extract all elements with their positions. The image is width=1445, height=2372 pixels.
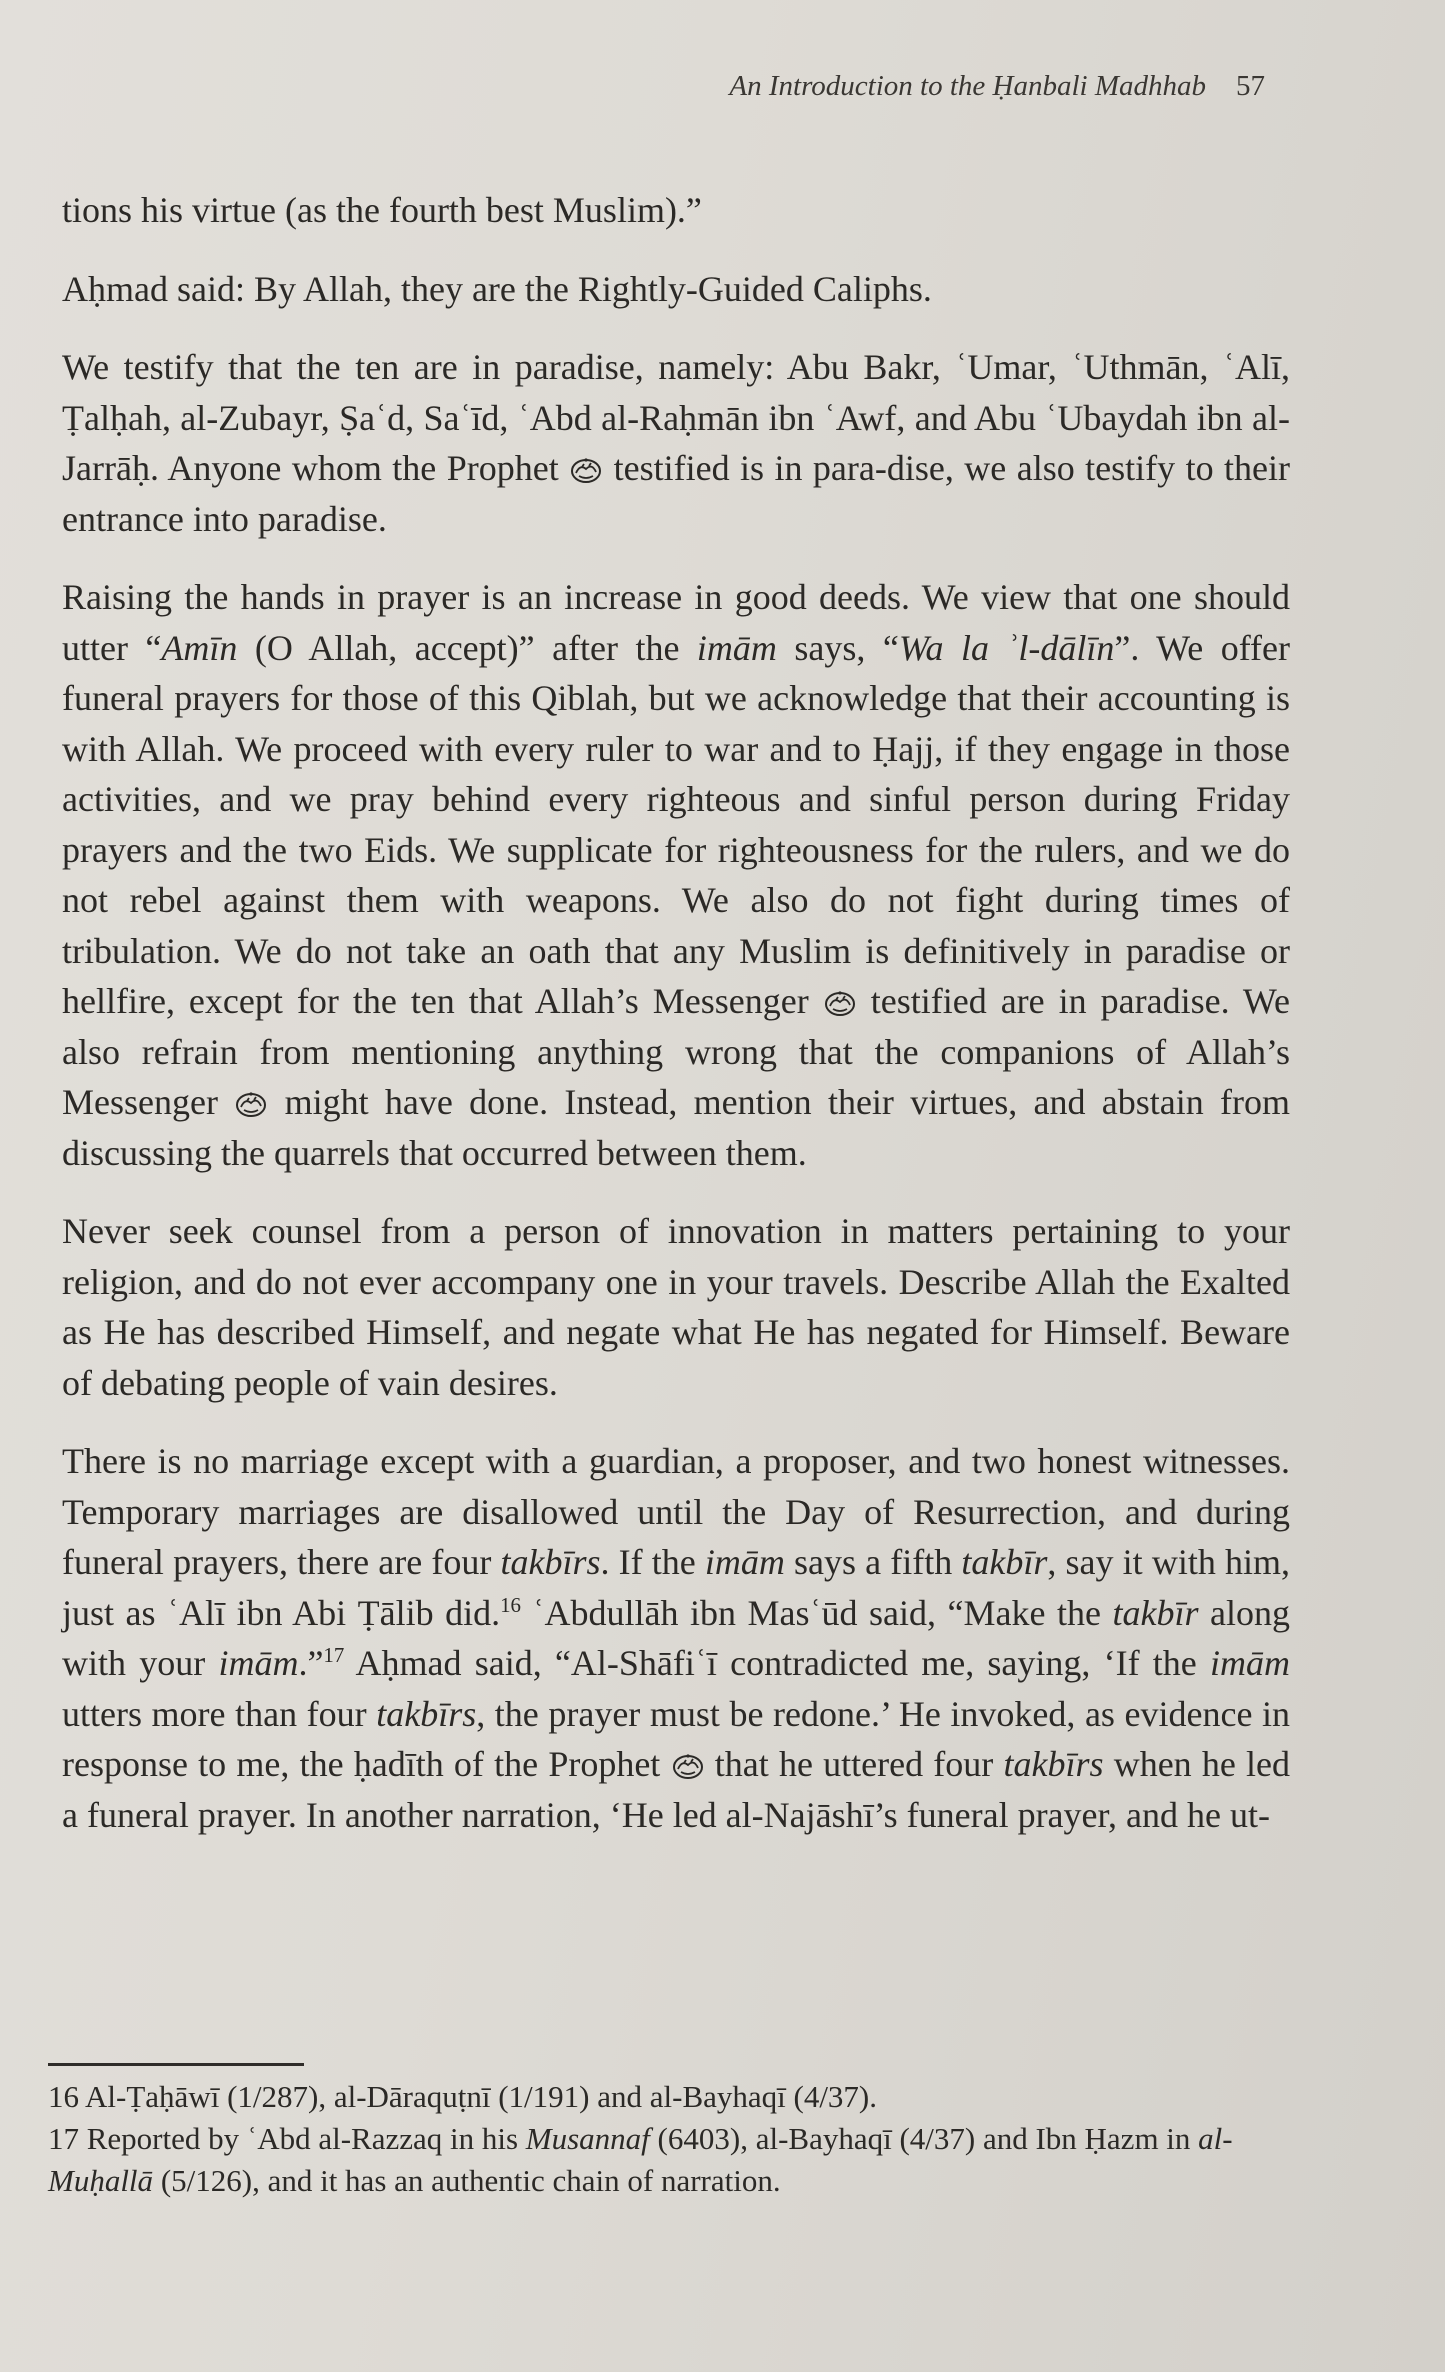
salawat-calligraphy-icon — [234, 1089, 268, 1119]
paragraph-4-text-5: testified are in paradise. We also refrain from mentioning anything wrong that the companions of Allah’s Messenger — [62, 981, 1290, 1122]
paragraph-6-text-7: .” — [298, 1643, 324, 1683]
footnote-ref-17[interactable]: 17 — [323, 1643, 345, 1667]
paragraph-6-text-2: . If the — [600, 1542, 705, 1582]
salawat-calligraphy-icon — [823, 988, 857, 1018]
paragraph-6-text-6: along with your — [62, 1592, 1291, 1683]
paragraph-6-text-5: ʿAbdullāh ibn Masʿūd said, “Make the — [520, 1592, 1113, 1633]
paragraph-5 — [62, 1206, 1290, 1408]
term-takbir: takbīr — [1112, 1592, 1199, 1633]
term-imam: imām — [704, 1542, 785, 1582]
paragraph-6-text-4: , say it with him, just as ʿAlī ibn Abi Ṭālib did. — [62, 1542, 1290, 1633]
term-takbirs: takbīrs — [376, 1693, 477, 1734]
paragraph-6-text-1: There is no marriage except with a guardian, a proposer, and two honest witnesses. Temporary marriages are disallowed until the Day of Resurrection, and during funeral prayers, there are four — [62, 1441, 1290, 1582]
paragraph-3-text-b: testified is in para-dise, we also testify to their entrance into paradise. — [62, 448, 1291, 539]
book-title: An Introduction to the Ḥanbali Madhhab — [729, 70, 1206, 102]
salawat-calligraphy-icon — [671, 1751, 705, 1781]
term-takbirs: takbīrs — [1003, 1744, 1104, 1784]
book-title-muhalla: al-Muḥallā — [48, 2121, 1233, 2198]
page-number: 57 — [1236, 70, 1265, 102]
paragraph-4-text-2: (O Allah, accept)” after the — [237, 627, 697, 668]
term-takbirs: takbīrs — [500, 1542, 601, 1582]
book-title-musannaf: Musannaf — [525, 2121, 650, 2156]
paragraph-2 — [62, 264, 1290, 315]
term-imam: imām — [696, 627, 777, 668]
paragraph-6-text-8: Aḥmad said, “Al-Shāfiʿī contradicted me, saying, ‘If the — [344, 1643, 1210, 1683]
term-amin: Amīn — [161, 627, 238, 668]
running-head — [729, 70, 1265, 103]
term-takbir: takbīr — [961, 1542, 1048, 1582]
salawat-calligraphy-icon — [569, 455, 603, 485]
paragraph-3 — [62, 342, 1290, 544]
paragraph-2-text: Aḥmad said: By Allah, they are the Rightly-Guided Caliphs. — [62, 268, 932, 309]
main-text — [62, 185, 1290, 1868]
paragraph-4-text-6: might have done. Instead, mention their virtues, and abstain from discussing the quarrels that occurred between them. — [62, 1082, 1291, 1173]
footnote-16 — [48, 2076, 1290, 2118]
paragraph-4-text-4: ”. We offer funeral prayers for those of this Qiblah, but we acknowledge that their accounting is with Allah. We proceed with every ruler to war and to Ḥajj, if they engage in those activities, and we pray behind every righteous and sinful person during Friday prayers and the two Eids. We supplicate for righteousness for the rulers, and we do not rebel against them with weapons. We also do not fight during times of tribulation. We do not take an oath that any Muslim is definitively in paradise or hellfire, except for the ten that Allah’s Messenger — [62, 627, 1290, 1021]
paragraph-6-text-11: that he uttered four — [714, 1744, 1004, 1784]
footnote-16-text: 16 Al-Ṭaḥāwī (1/287), al-Dāraquṭnī (1/191) and al-Bayhaqī (4/37). — [48, 2079, 878, 2114]
paragraph-4-text-3: says, “ — [776, 627, 899, 668]
paragraph-3-text-a: We testify that the ten are in paradise, namely: Abu Bakr, ʿUmar, ʿUthmān, ʿAlī, Ṭalḥah, al-Zubayr, Ṣaʿd, Saʿīd, ʿAbd al-Raḥmān ibn ʿAwf, and Abu ʿUbaydah ibn al-Jarrāḥ. Anyone whom the Prophet — [62, 347, 1290, 488]
footnote-17 — [48, 2118, 1290, 2202]
paragraph-4-text-1: Raising the hands in prayer is an increase in good deeds. We view that one should utter “ — [62, 577, 1290, 668]
footnote-ref-16[interactable]: 16 — [500, 1592, 521, 1617]
paragraph-5-text: Never seek counsel from a person of innovation in matters pertaining to your religion, and do not ever accompany one in your travels. Describe Allah the Exalted as He has described Himself, and negate what He has negated for Himself. Beware of debating people of vain desires. — [62, 1211, 1290, 1403]
term-imam: imām — [218, 1643, 299, 1683]
footnote-divider — [48, 2063, 304, 2066]
term-imam: imām — [1210, 1643, 1290, 1683]
paragraph-6-text-3: says a fifth — [784, 1542, 962, 1582]
paragraph-4 — [62, 572, 1290, 1178]
paragraph-6-text-12: when he led a funeral prayer. In another narration, ‘He led al-Najāshī’s funeral prayer, and he ut- — [62, 1744, 1291, 1835]
footnotes — [48, 2076, 1290, 2202]
paragraph-6 — [62, 1436, 1290, 1840]
paragraph-1 — [62, 185, 1290, 236]
paragraph-6-text-10: , the prayer must be redone.’ He invoked, as evidence in response to me, the ḥadīth of the Prophet — [62, 1693, 1291, 1784]
footnote-17-text-2: (6403), al-Bayhaqī (4/37) and Ibn Ḥazm in — [649, 2121, 1199, 2156]
paragraph-1-text: tions his virtue (as the fourth best Muslim).” — [62, 190, 702, 230]
term-wala-dalin: Wa la ʾl-dālīn — [898, 627, 1115, 668]
footnote-17-text-1: 17 Reported by ʿAbd al-Razzaq in his — [48, 2121, 526, 2156]
paragraph-6-text-9: utters more than four — [62, 1693, 377, 1734]
footnote-17-text-3: (5/126), and it has an authentic chain of narration. — [153, 2163, 781, 2198]
